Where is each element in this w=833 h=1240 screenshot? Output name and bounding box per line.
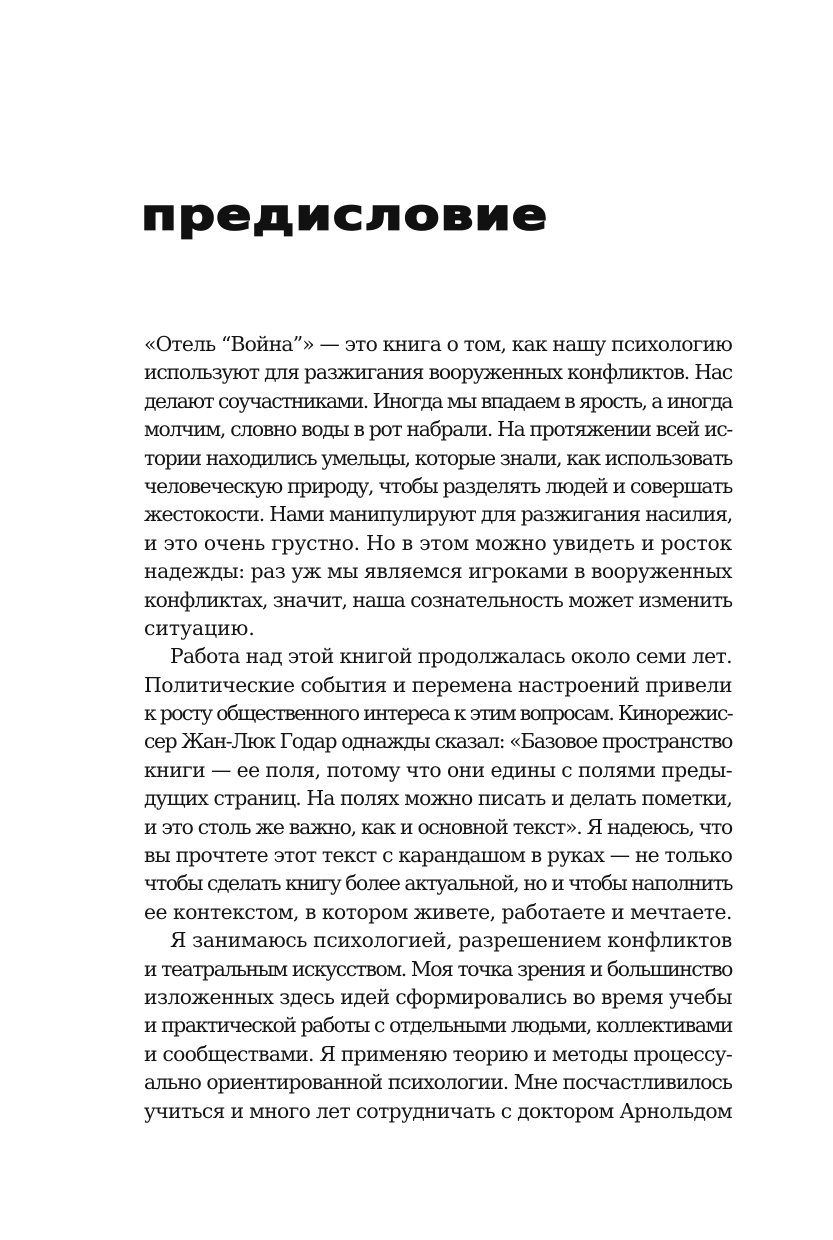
paragraph-3 <box>144 926 732 1125</box>
text-line: используют для разжигания вооруженных конфликтов. Нас <box>144 360 732 385</box>
text-line: и практической работы с отдельными людьми, коллективами <box>144 1013 732 1038</box>
text-line: дущих страниц. На полях можно писать и делать пометки, <box>144 786 732 811</box>
text-line: ально ориентированной психологии. Мне посчастливилось <box>144 1070 732 1095</box>
text-line: делают соучастниками. Иногда мы впадаем в ярость, а иногда <box>144 388 732 413</box>
text-line: к росту общественного интереса к этим вопросам. Кинорежис- <box>144 701 732 726</box>
text-line: вы прочтете этот текст с карандашом в руках — не только <box>144 843 732 868</box>
text-line: Работа над этой книгой продолжалась около семи лет. <box>170 644 732 669</box>
text-line: тории находились умельцы, которые знали, как использовать <box>144 445 732 470</box>
text-line: Политические события и перемена настроений привели <box>144 672 732 697</box>
paragraph-2 <box>144 642 732 926</box>
text-line: человеческую природу, чтобы разделять людей и совершать <box>144 473 732 498</box>
chapter-heading: предисловие <box>141 191 549 241</box>
text-line: «Отель “Война”» — это книга о том, как нашу психологию <box>144 332 732 356</box>
text-line: молчим, словно воды в рот набрали. На протяжении всей ис- <box>144 417 732 442</box>
text-line: жестокости. Нами манипулируют для разжигания насилия, <box>144 502 732 527</box>
text-line: конфликтах, значит, наша сознательность может изменить <box>144 587 732 612</box>
body-text <box>144 330 732 1125</box>
text-line: и сообществами. Я применяю теорию и методы процессу- <box>144 1041 732 1066</box>
text-line: ситуацию. <box>144 615 255 640</box>
text-line: Я занимаюсь психологией, разрешением конфликтов <box>170 928 732 953</box>
text-line: и это очень грустно. Но в этом можно увидеть и росток <box>144 530 732 555</box>
text-line: и это столь же важно, как и основной текст». Я надеюсь, что <box>144 814 732 839</box>
text-line: изложенных здесь идей сформировались во время учебы <box>144 984 732 1009</box>
text-line: ее контекстом, в котором живете, работаете и мечтаете. <box>144 899 732 924</box>
text-line: и театральным искусством. Моя точка зрения и большинство <box>144 956 732 981</box>
text-line: книги — ее поля, потому что они едины с полями преды- <box>144 757 732 782</box>
text-line: надежды: раз уж мы являемся игроками в вооруженных <box>144 559 732 584</box>
text-line: сер Жан-Люк Годар однажды сказал: «Базовое пространство <box>144 729 732 754</box>
paragraph-1 <box>144 330 732 642</box>
text-line: чтобы сделать книгу более актуальной, но и чтобы наполнить <box>144 871 732 896</box>
text-line: учиться и много лет сотрудничать с доктором Арнольдом <box>144 1098 732 1123</box>
